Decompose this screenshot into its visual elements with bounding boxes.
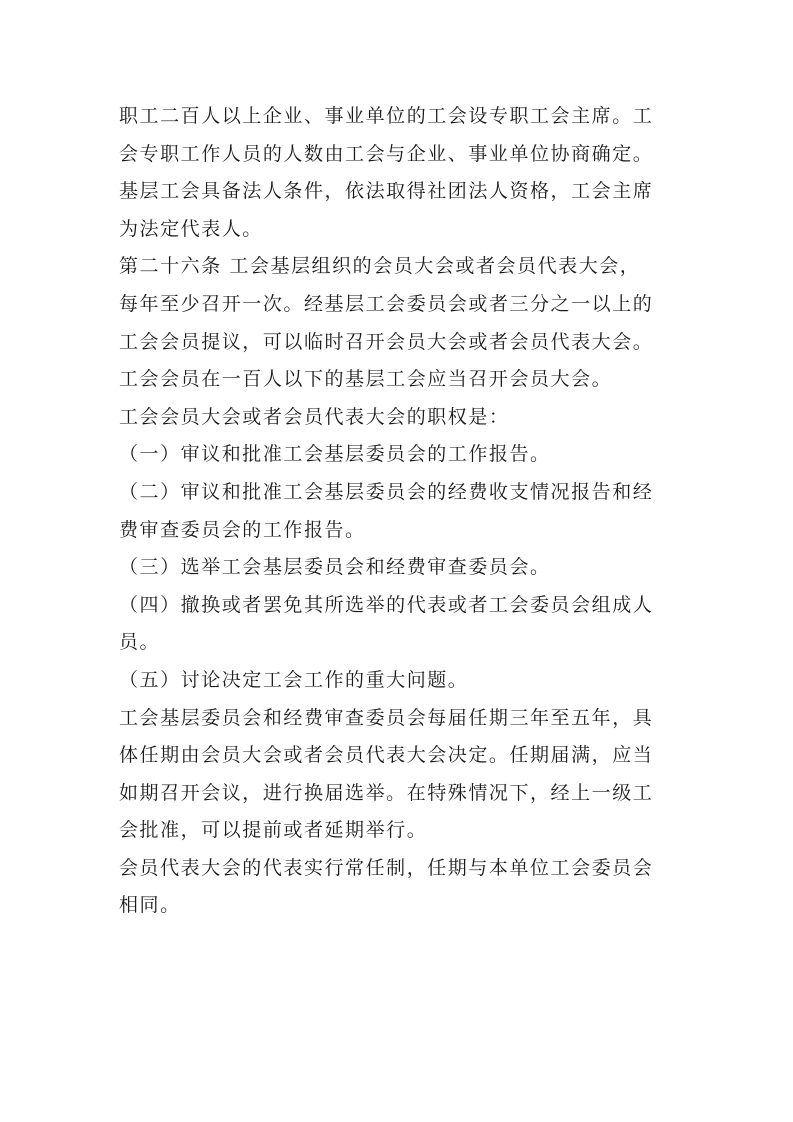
document-body xyxy=(119,98,684,925)
text-line: 工会会员在一百人以下的基层工会应当召开会员大会。 xyxy=(119,368,613,391)
text-line: （五）讨论决定工会工作的重大问题。 xyxy=(119,668,469,691)
paragraph-permanent-delegates xyxy=(119,850,684,925)
list-item-4 xyxy=(119,587,684,662)
list-item-2 xyxy=(119,474,684,549)
text-line: 工会会员提议，可以临时召开会员大会或者会员代表大会。 xyxy=(119,330,654,353)
list-item-5 xyxy=(119,662,684,700)
text-line: 会专职工作人员的人数由工会与企业、事业单位协商确定。 xyxy=(119,142,654,165)
text-line: 职工二百人以上企业、事业单位的工会设专职工会主席。工 xyxy=(119,105,654,127)
text-line: 工会基层委员会和经费审查委员会每届任期三年至五年，具 xyxy=(119,706,654,729)
text-line: 工会会员大会或者会员代表大会的职权是： xyxy=(119,405,510,428)
text-line: 如期召开会议，进行换届选举。在特殊情况下，经上一级工 xyxy=(119,781,654,804)
text-line: （二）审议和批准工会基层委员会的经费收支情况报告和经 xyxy=(119,480,654,503)
text-line: （四）撤换或者罢免其所选举的代表或者工会委员会组成人 xyxy=(119,593,654,616)
text-line: 第二十六条 工会基层组织的会员大会或者会员代表大会， xyxy=(119,255,641,278)
text-line: 员。 xyxy=(119,631,161,654)
text-line: 相同。 xyxy=(119,894,181,917)
text-line: （三）选举工会基层委员会和经费审查委员会。 xyxy=(119,556,551,579)
list-item-3 xyxy=(119,549,684,587)
paragraph-legal-person xyxy=(119,173,684,248)
list-item-1 xyxy=(119,436,684,474)
text-line: （一）审议和批准工会基层委员会的工作报告。 xyxy=(119,443,551,466)
paragraph-article-26 xyxy=(119,248,684,361)
text-line: 每年至少召开一次。经基层工会委员会或者三分之一以上的 xyxy=(119,292,654,315)
text-line: 费审查委员会的工作报告。 xyxy=(119,518,366,541)
text-line: 会批准，可以提前或者延期举行。 xyxy=(119,819,428,842)
paragraph-term-of-office xyxy=(119,700,684,850)
paragraph-member-assembly xyxy=(119,361,684,399)
paragraph-full-time-chairman xyxy=(119,98,684,173)
text-line: 基层工会具备法人条件，依法取得社团法人资格，工会主席 xyxy=(119,180,654,203)
text-line: 体任期由会员大会或者会员代表大会决定。任期届满，应当 xyxy=(119,744,654,767)
text-line: 为法定代表人。 xyxy=(119,217,263,240)
text-line: 会员代表大会的代表实行常任制，任期与本单位工会委员会 xyxy=(119,856,654,879)
paragraph-powers-intro xyxy=(119,399,684,437)
